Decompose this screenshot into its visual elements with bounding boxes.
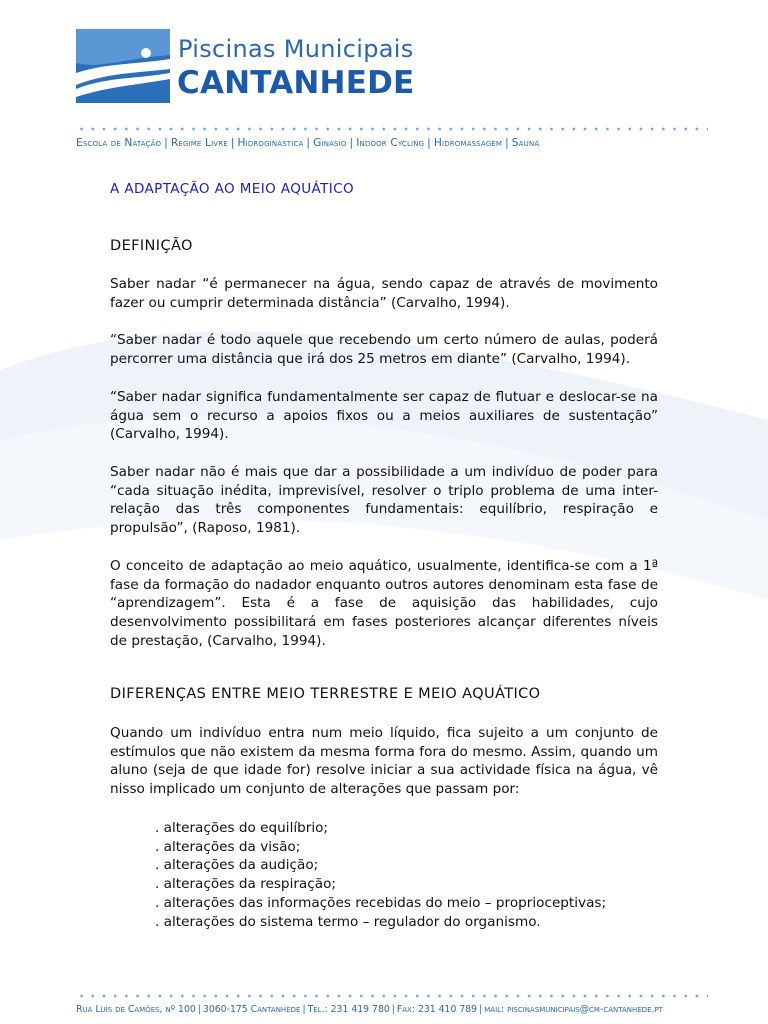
document-title: A ADAPTAÇÃO AO MEIO AQUÁTICO (110, 181, 354, 197)
service-indoor-cycling: Indoor Cycling (356, 137, 425, 149)
header-dotted-divider (76, 127, 708, 131)
service-separator: | (427, 137, 431, 149)
alteracoes-list (155, 819, 606, 931)
list-item: . alterações da audição; (155, 857, 319, 874)
list-item: . alterações do equilíbrio; (155, 820, 329, 836)
service-separator: | (505, 137, 509, 149)
list-item: . alterações das informações recebidas do meio – proprioceptivas; (155, 894, 607, 911)
footer-postcode: 3060-175 Cantanhede (202, 1004, 301, 1015)
service-escola-natacao: Escola de Natação (76, 137, 162, 149)
footer-address: Rua Luís de Camões, nº 100 (76, 1004, 196, 1015)
service-regime-livre: Regime Livre (170, 137, 228, 149)
services-bar (76, 137, 716, 149)
service-separator: | (306, 137, 311, 149)
service-separator: | (164, 137, 168, 149)
footer-separator: | (197, 1004, 201, 1015)
list-item: . alterações da visão; (155, 838, 301, 855)
service-separator: | (230, 137, 235, 149)
footer-separator: | (302, 1004, 306, 1015)
footer-separator: | (479, 1004, 483, 1015)
footer-contact (76, 1004, 716, 1015)
service-sauna: Sauna (511, 137, 540, 149)
list-item: . alterações da respiração; (155, 876, 336, 893)
list-item: . alterações do sistema termo – regulador do organismo. (155, 913, 541, 930)
section-heading-definicao: DEFINIÇÃO (110, 238, 193, 254)
brand-logo (76, 29, 415, 105)
footer-phone: Tel.: 231 419 780 (307, 1004, 390, 1015)
footer-fax: Fax: 231 410 789 (396, 1004, 478, 1015)
paragraph: Quando um indivíduo entra num meio líquido, fica sujeito a um conjunto de estímulos que não existem da mesma forma fora do mesmo. Assim, quando um aluno (seja de que idade for) resolve iniciar a sua actividade física na água, vê nisso implicado um conjunto de alterações que passam por: (110, 725, 658, 798)
logo-title-line2: CANTANHEDE (177, 65, 415, 101)
footer-email: mail: piscinasmunicipais@cm-cantanhede.pt (484, 1004, 663, 1015)
footer-separator: | (391, 1004, 395, 1015)
paragraph: Saber nadar não é mais que dar a possibilidade a um indivíduo de poder para “cada situação inédita, imprevisível, resolver o triplo problema de uma inter-relação das três componentes fundamentais: equilíbrio, respiração e propulsão”, (Raposo, 1981). (110, 464, 658, 537)
paragraph: “Saber nadar é todo aquele que recebendo um certo número de aulas, poderá percorrer uma distância que irá dos 25 metros em diante” (Carvalho, 1994). (110, 332, 658, 367)
logo-title-line1: Piscinas Municipais (178, 35, 414, 63)
service-ginasio: Ginásio (313, 137, 347, 149)
paragraph: “Saber nadar significa fundamentalmente ser capaz de flutuar e deslocar-se na água sem o recurso a apoios fixos ou a meios auxiliares de sustentação” (Carvalho, 1994). (110, 389, 658, 443)
logo-swimmer-icon (76, 29, 170, 103)
paragraph: Saber nadar “é permanecer na água, sendo capaz de através de movimento fazer ou cumprir determinada distância” (Carvalho, 1994). (110, 276, 658, 311)
section-heading-diferencas: DIFERENÇAS ENTRE MEIO TERRESTRE E MEIO AQUÁTICO (110, 686, 541, 702)
service-separator: | (349, 137, 354, 149)
footer-dotted-divider (76, 994, 708, 998)
service-hidroginastica: Hidroginástica (237, 137, 304, 149)
paragraph: O conceito de adaptação ao meio aquático, usualmente, identifica-se com a 1ª fase da formação do nadador enquanto outros autores denominam esta fase de “aprendizagem”. Esta é a fase de aquisição das habilidades, cujo desenvolvimento possibilitará em fases posteriores alcançar diferentes níveis de prestação, (Carvalho, 1994). (110, 558, 658, 649)
service-hidromassagem: Hidromassagem (433, 137, 503, 149)
